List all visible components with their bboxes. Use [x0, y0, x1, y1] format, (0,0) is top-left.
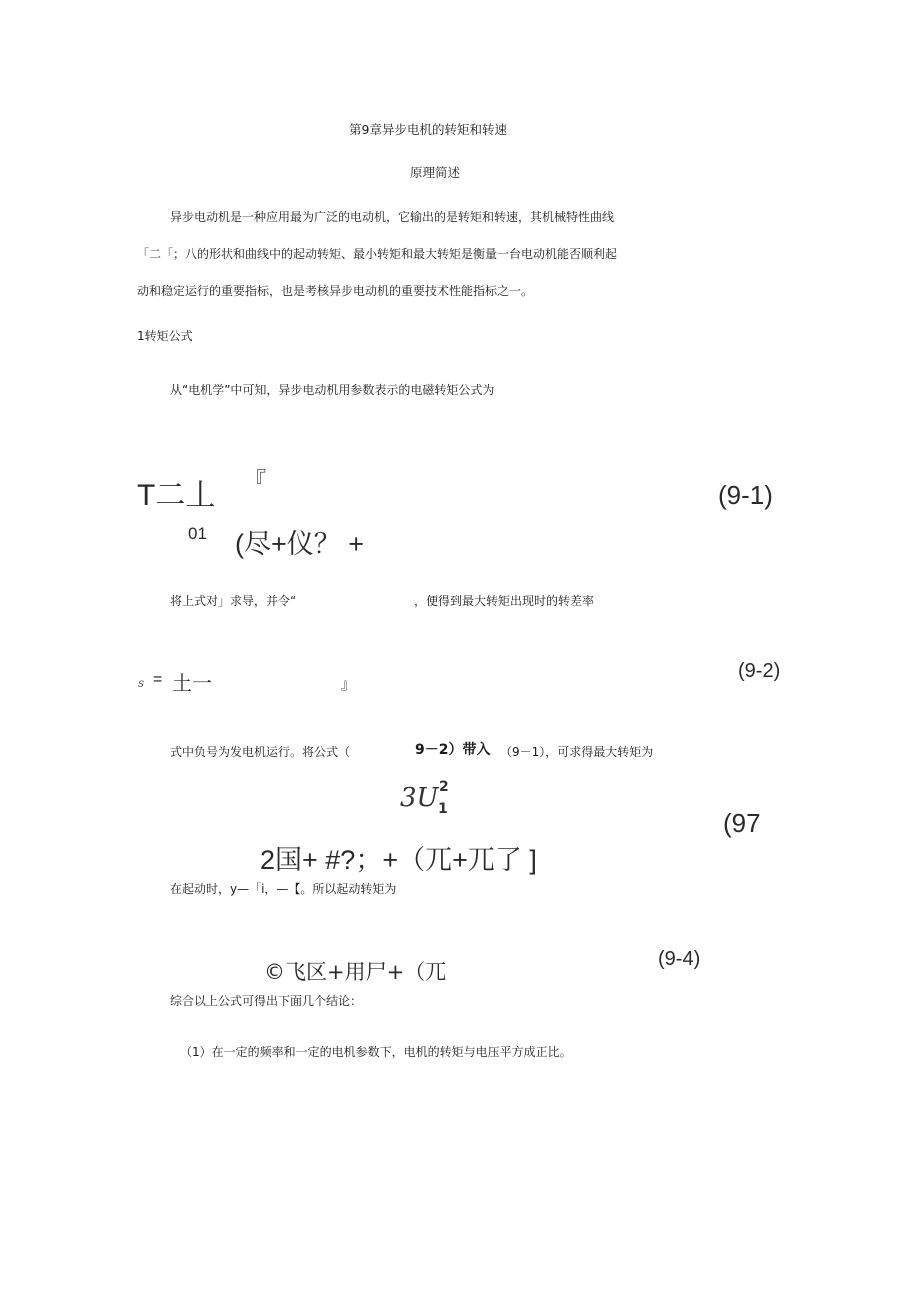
- page-title: 第9章异步电机的转矩和转速: [349, 122, 507, 137]
- paragraph-line: （9－1），可求得最大转矩为: [500, 745, 654, 759]
- paragraph-line: 式中负号为发电机运行。将公式（: [170, 745, 351, 759]
- equation-subscript: 1: [438, 801, 448, 817]
- paragraph-line: 将上式对」求导，并令“: [170, 594, 297, 608]
- paragraph-line: 「二「；八的形状和曲线中的起动转矩、最小转矩和最大转矩是衡量一台电动机能否顺利起: [137, 247, 618, 261]
- equation-denominator: (尽+仪？ +: [235, 529, 365, 559]
- equation-numerator-base: 3U: [400, 783, 439, 813]
- equation-bracket: 』: [341, 677, 355, 693]
- equation-denominator: 2国+ #?；+（兀+兀了 ]: [260, 845, 537, 875]
- equation-number: (9-4): [658, 948, 701, 970]
- section-subtitle: 原理简述: [410, 165, 461, 180]
- paragraph-line: 9－2）带入: [415, 742, 491, 758]
- equation-expression: ©飞区+用尸+（兀: [264, 960, 447, 984]
- conclusion-item: （1）在一定的频率和一定的电机参数下，电机的转矩与电压平方成正比。: [180, 1045, 572, 1059]
- equation-lhs: T二丄: [137, 479, 216, 512]
- equation-bracket: 『: [244, 468, 267, 493]
- paragraph-line: ，便得到最大转矩出现时的转差率: [414, 594, 595, 608]
- paragraph-line: 动和稳定运行的重要指标，也是考核异步电动机的重要技术性能指标之一。: [137, 284, 534, 298]
- paragraph-line: 从“电机学”中可知，异步电动机用参数表示的电磁转矩公式为: [170, 383, 495, 397]
- paragraph-line: 异步电动机是一种应用最为广泛的电动机，它输出的是转矩和转速，其机械特性曲线: [170, 210, 615, 224]
- equation-subscript: 01: [188, 524, 207, 543]
- paragraph-line: 在起动时，y—「i，—【。所以起动转矩为: [170, 882, 397, 896]
- equation-equals: =: [153, 671, 163, 688]
- equation-numerator: [400, 783, 438, 813]
- paragraph-line: 综合以上公式可得出下面几个结论：: [170, 994, 363, 1008]
- section-heading: 1转矩公式: [137, 329, 193, 343]
- equation-variable: s: [138, 676, 145, 690]
- equation-number: (97: [723, 808, 761, 838]
- equation-number: (9-2): [738, 660, 781, 682]
- equation-superscript: 2: [439, 779, 449, 795]
- equation-number: (9-1): [718, 480, 773, 510]
- equation-rhs: 土一: [172, 671, 212, 695]
